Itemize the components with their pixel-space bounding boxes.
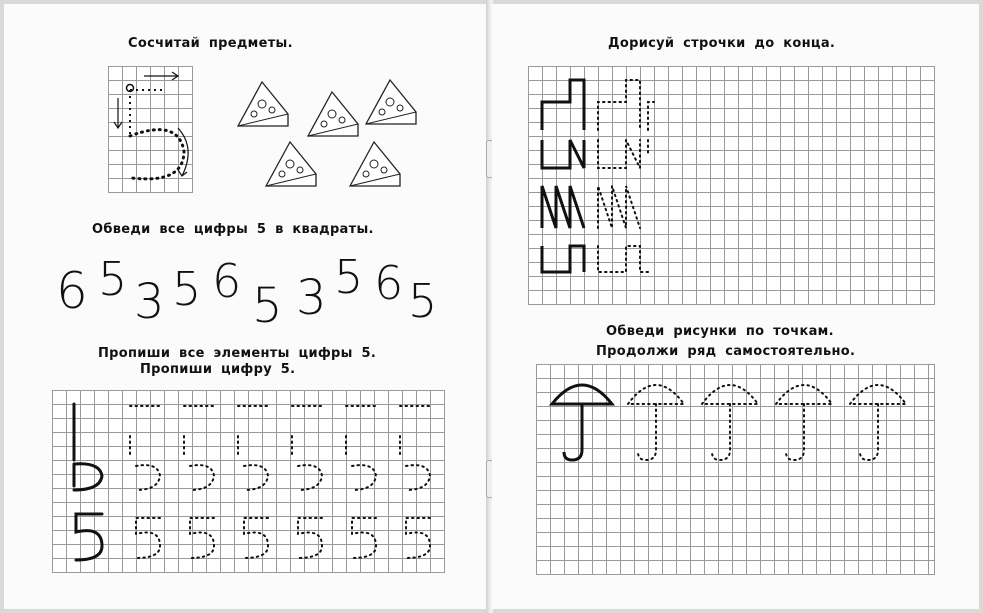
lines-patterns bbox=[528, 66, 934, 304]
cheese-icon bbox=[360, 72, 422, 134]
digit-item: 3 bbox=[134, 274, 165, 330]
digit-item: 5 bbox=[334, 250, 364, 304]
umbrella-row bbox=[536, 364, 934, 574]
write-heading-line2: Пропиши цифру 5. bbox=[140, 362, 296, 377]
left-page bbox=[4, 4, 488, 609]
digit-item: 6 bbox=[56, 262, 88, 320]
cheese-icon bbox=[232, 74, 294, 136]
writing-guides bbox=[52, 390, 444, 572]
digit-item: 5 bbox=[252, 278, 283, 334]
cheese-icon bbox=[344, 134, 406, 196]
right-page bbox=[492, 4, 979, 609]
digit-item: 6 bbox=[212, 254, 242, 308]
trace-heading-line1: Обведи рисунки по точкам. bbox=[606, 324, 834, 339]
digit-item: 6 bbox=[374, 256, 404, 310]
trace-heading-line2: Продолжи ряд самостоятельно. bbox=[596, 344, 856, 359]
lines-heading: Дорисуй строчки до конца. bbox=[608, 36, 836, 51]
umbrella-icon bbox=[552, 385, 612, 460]
digit-item: 5 bbox=[408, 274, 438, 328]
cheese-icon bbox=[260, 134, 322, 196]
circle-heading: Обведи все цифры 5 в квадраты. bbox=[92, 222, 374, 237]
digit-item: 3 bbox=[296, 270, 327, 326]
digit-item: 5 bbox=[98, 252, 128, 306]
count-heading: Сосчитай предметы. bbox=[128, 36, 293, 51]
trace-five-guide bbox=[108, 66, 192, 192]
digit-item: 5 bbox=[172, 262, 202, 316]
write-heading-line1: Пропиши все элементы цифры 5. bbox=[98, 346, 377, 361]
